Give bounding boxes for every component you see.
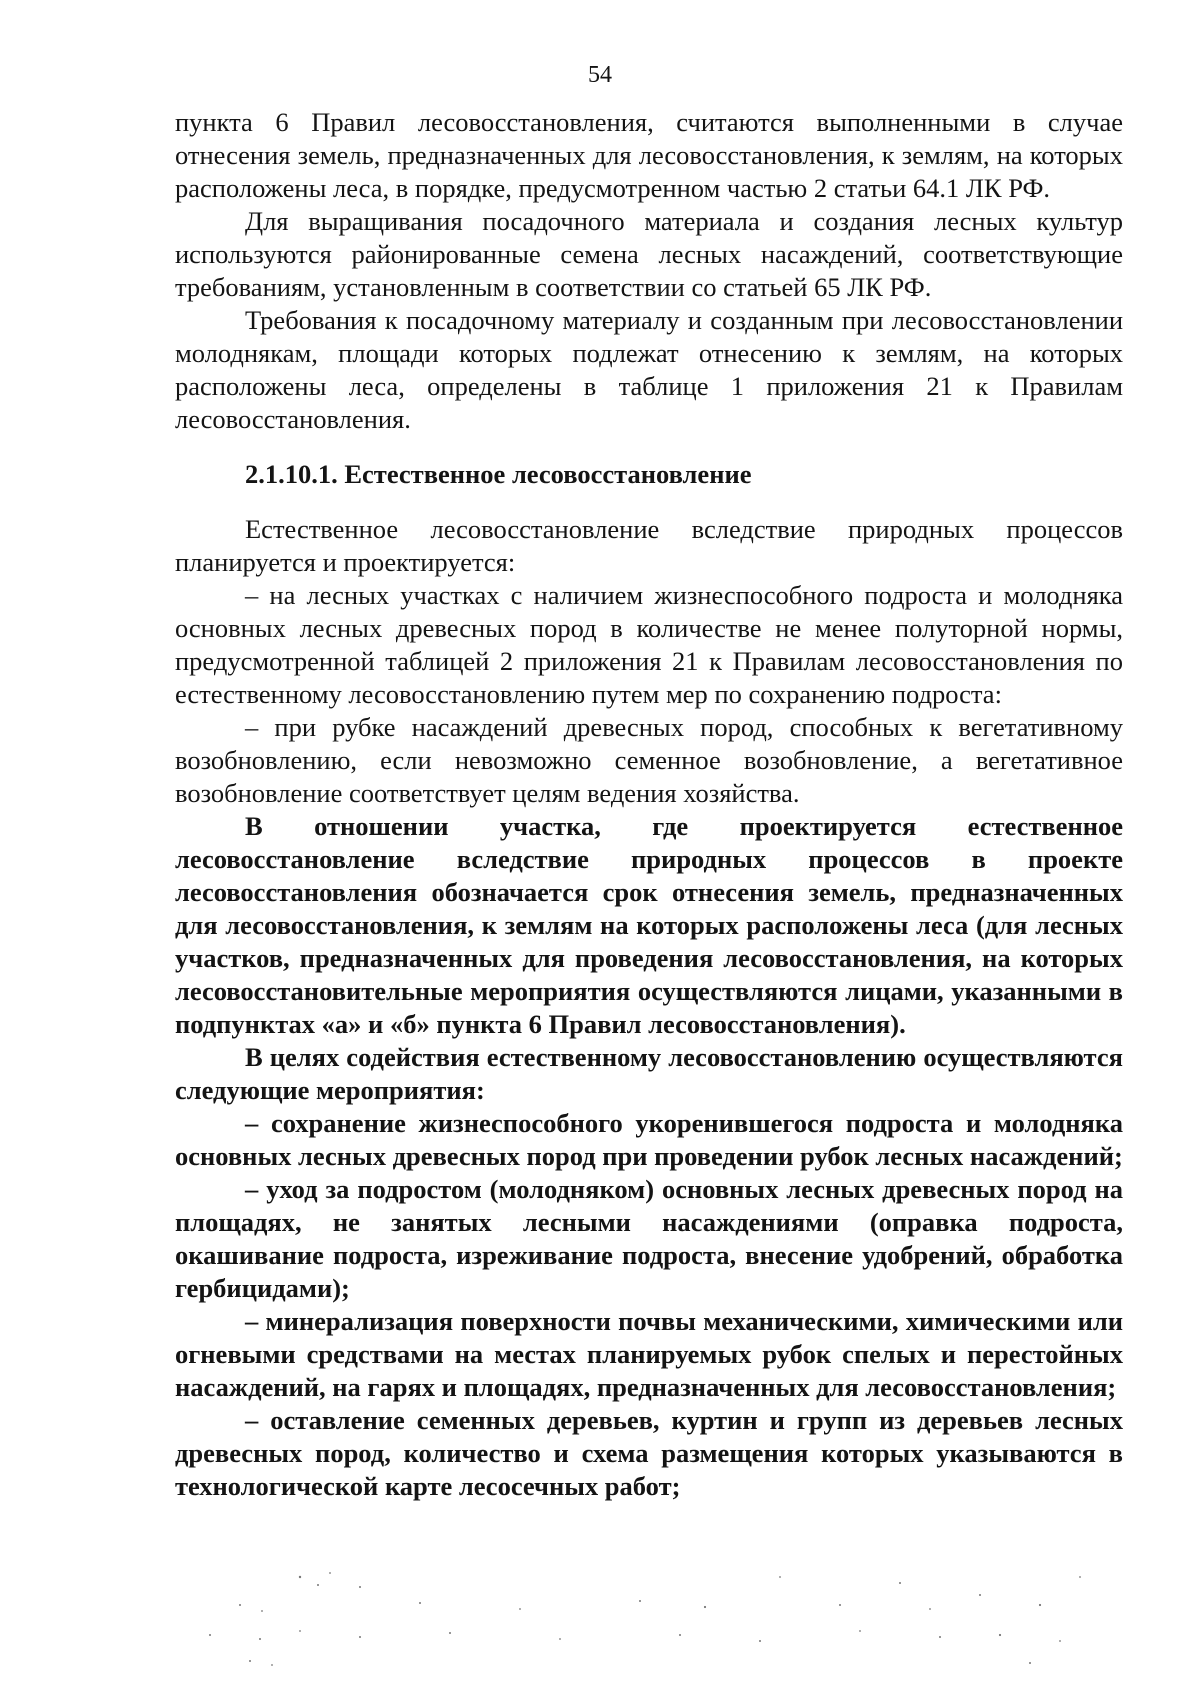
paragraph-assistance-intro: В целях содействия естественному лесовосстановлению осуществляются следующие мероприятия: (175, 1042, 1123, 1105)
paragraph-natural-intro: Естественное лесовосстановление вследствие природных процессов планируется и проектируется: (175, 514, 1123, 577)
document-body (175, 106, 1123, 1503)
paragraph-continuation: пункта 6 Правил лесовосстановления, считаются выполненными в случае отнесения земель, предназначенных для лесовосстановления, к землям, на которых расположены леса, в порядке, предусмотренном частью 2 статьи 64.1 ЛК РФ. (175, 107, 1123, 203)
scan-noise-speckles (0, 1565, 1200, 1675)
list-item-care: – уход за подростом (молодняком) основных лесных древесных пород на площадях, не занятых лесными насаждениями (оправка подроста, окашивание подроста, изреживание подроста, внесение удобрений, обработка гербицидами); (175, 1174, 1123, 1303)
page-number: 54 (588, 62, 612, 88)
section-heading: 2.1.10.1. Естественное лесовосстановление (245, 459, 752, 489)
list-item-mineralization: – минерализация поверхности почвы механическими, химическими или огневыми средствами на местах планируемых рубок спелых и перестойных насаждений, на гарях и площадях, предназначенных для лесовосстановления; (175, 1306, 1123, 1402)
list-item-preservation: – сохранение жизнеспособного укоренившегося подроста и молодняка основных лесных древесных пород при проведении рубок лесных насаждений; (175, 1108, 1123, 1171)
list-item-seed-trees: – оставление семенных деревьев, куртин и групп из деревьев лесных древесных пород, количество и схема размещения которых указываются в технологической карте лесосечных работ; (175, 1405, 1123, 1501)
list-item-vegetative: – при рубке насаждений древесных пород, способных к вегетативному возобновлению, если невозможно семенное возобновление, а вегетативное возобновление соответствует целям ведения хозяйства. (175, 712, 1123, 808)
paragraph-plot-term: В отношении участка, где проектируется естественное лесовосстановление вследствие природных процессов в проекте лесовосстановления обозначается срок отнесения земель, предназначенных для лесовосстановления, к землям на которых расположены леса (для лесных участков, предназначенных для проведения лесовосстановления, на которых лесовосстановительные мероприятия осуществляются лицами, указанными в подпунктах «а» и «б» пункта 6 Правил лесовосстановления). (175, 811, 1123, 1039)
list-item-undergrowth: – на лесных участках с наличием жизнеспособного подроста и молодняка основных лесных древесных пород в количестве не менее полуторной нормы, предусмотренной таблицей 2 приложения 21 к Правилам лесовосстановления по естественному лесовосстановлению путем мер по сохранению подроста: (175, 580, 1123, 709)
paragraph-seeds: Для выращивания посадочного материала и создания лесных культур используются районированные семена лесных насаждений, соответствующие требованиям, установленным в соответствии со статьей 65 ЛК РФ. (175, 206, 1123, 302)
paragraph-requirements: Требования к посадочному материалу и созданным при лесовосстановлении молоднякам, площади которых подлежат отнесению к землям, на которых расположены леса, определены в таблице 1 приложения 21 к Правилам лесовосстановления. (175, 305, 1123, 434)
